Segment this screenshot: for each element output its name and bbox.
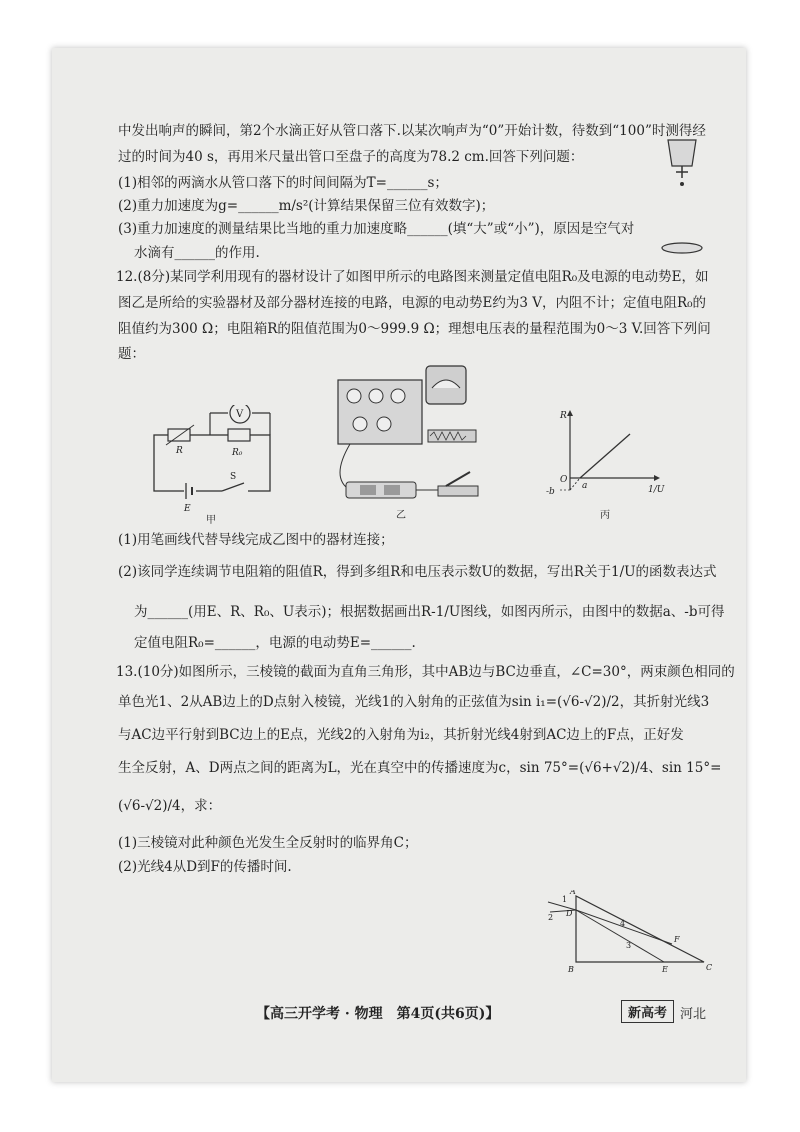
caption-bing: 丙: [600, 510, 610, 521]
text-line: (2)重力加速度为g=______m/s²(计算结果保留三位有效数字)；: [118, 198, 495, 214]
circuit-diagram-jia: [148, 405, 278, 525]
drip-funnel-icon: [662, 136, 702, 192]
footer-region: 河北: [680, 1007, 707, 1022]
prism-label-e: E: [662, 965, 668, 974]
text-line: (1)三棱镜对此种颜色光发生全反射时的临界角C；: [118, 835, 418, 851]
graph-a-label: a: [582, 481, 588, 491]
footer-badge: 新高考: [621, 1000, 674, 1023]
text-line: 定值电阻R₀=______，电源的电动势E=______.: [134, 635, 416, 651]
voltmeter-label: V: [236, 409, 244, 420]
prism-label-ray3: 3: [626, 941, 632, 950]
graph-b-label: -b: [546, 487, 555, 497]
text-line: (2)该同学连续调节电阻箱的阻值R，得到多组R和电压表示数U的数据，写出R关于1/U的函数表达式: [118, 564, 717, 580]
text-line: (2)光线4从D到F的传播时间.: [118, 859, 292, 875]
switch-label: S: [230, 472, 237, 482]
apparatus-figure-yi: [320, 358, 490, 524]
prism-label-a: A: [570, 890, 576, 896]
text-line: (1)相邻的两滴水从管口落下的时间间隔为T=______s；: [118, 175, 448, 191]
text-line: (1)用笔画线代替导线完成乙图中的器材连接；: [118, 532, 394, 548]
graph-origin-label: O: [560, 475, 568, 485]
prism-figure: [546, 890, 716, 980]
caption-jia: 甲: [206, 515, 216, 525]
page-footer-title: 【高三开学考 · 物理 第4页(共6页)】: [256, 1006, 500, 1022]
question-12-line: 12.(8分)某同学利用现有的器材设计了如图甲所示的电路图来测量定值电阻R₀及电源的电动势E，如: [116, 269, 709, 285]
prism-label-c: C: [706, 963, 713, 972]
text-line: 单色光1、2从AB边上的D点射入棱镜，光线1的入射角的正弦值为sin i₁=(√6-√2)/2，其折射光线3: [118, 694, 710, 710]
prism-label-b: B: [568, 965, 574, 974]
dish-icon: [660, 240, 704, 256]
text-line: 题：: [118, 346, 145, 362]
prism-label-d: D: [566, 909, 573, 918]
graph-line: [580, 434, 630, 478]
text-line: 过的时间为40 s，再用米尺量出管口至盘子的高度为78.2 cm.回答下列问题：: [118, 149, 584, 165]
graph-figure-bing: [540, 408, 670, 524]
caption-yi: 乙: [396, 510, 406, 521]
text-line: 为______(用E、R、R₀、U表示)；根据数据画出R-1/U图线，如图丙所示，由图中的数据a、-b可得: [134, 604, 725, 620]
text-line: (√6-√2)/4，求：: [118, 798, 222, 814]
resistor-r0-label: R₀: [232, 448, 243, 458]
text-line: 图乙是所给的实验器材及部分器材连接的电路，电源的电动势E约为3 V，内阻不计；定值电阻R₀的: [118, 295, 707, 311]
battery-pack-icon: [346, 482, 416, 498]
resistor-box-label: R: [176, 446, 183, 456]
graph-y-label: R: [560, 411, 567, 421]
text-line: 中发出响声的瞬间，第2个水滴正好从管口落下.以某次响声为“0”开始计数，待数到“100”时测得经: [118, 123, 706, 139]
graph-x-label: 1/U: [648, 485, 665, 495]
text-line: 水滴有______的作用.: [134, 245, 260, 261]
battery-label: E: [184, 504, 191, 514]
text-line: 与AC边平行射到BC边上的E点，光线2的入射角为i₂，其折射光线4射到AC边上的F点，正好发: [118, 727, 684, 743]
text-line: (3)重力加速度的测量结果比当地的重力加速度略______(填“大”或“小”)，原因是空气对: [118, 221, 635, 237]
switch-icon: [438, 486, 478, 496]
prism-triangle: [576, 896, 704, 962]
text-line: 阻值约为300 Ω；电阻箱R的阻值范围为0～999.9 Ω；理想电压表的量程范围为0～3 V.回答下列问: [118, 321, 711, 337]
prism-label-f: F: [674, 935, 680, 944]
prism-label-ray4: 4: [620, 919, 626, 928]
text-line: 生全反射，A、D两点之间的距离为L，光在真空中的传播速度为c，sin 75°=(√6+√2)/4、sin 15°=: [118, 760, 722, 776]
question-13-line: 13.(10分)如图所示，三棱镜的截面为直角三角形，其中AB边与BC边垂直，∠C=30°，两束颜色相同的: [116, 664, 735, 680]
prism-label-ray1: 1: [562, 895, 568, 904]
prism-label-ray2: 2: [548, 913, 554, 922]
